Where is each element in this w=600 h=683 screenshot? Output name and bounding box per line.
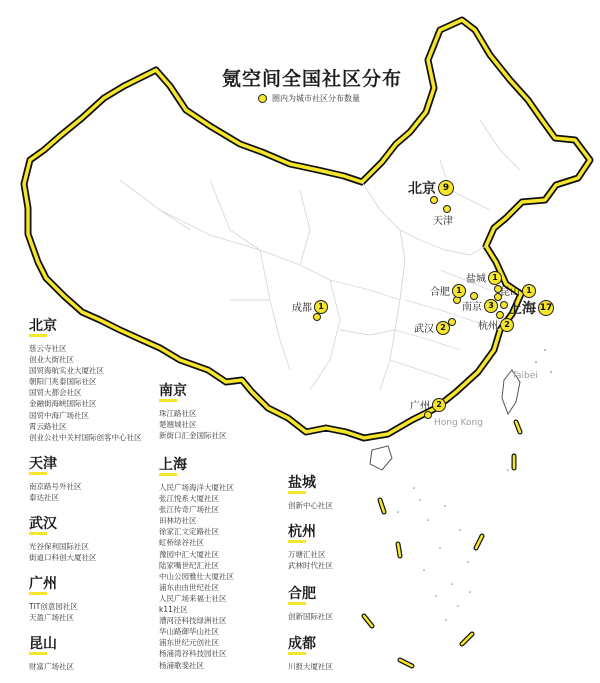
community-item: 新街口汇金国际社区 bbox=[159, 431, 227, 441]
city-label-hefei bbox=[430, 283, 466, 298]
count-badge: 2 bbox=[500, 318, 514, 332]
list-heading: 盐城 bbox=[288, 472, 316, 494]
community-item: 国贸大都会社区 bbox=[29, 388, 82, 398]
city-name: 武汉 bbox=[414, 324, 434, 335]
city-label-wuhan bbox=[414, 320, 450, 335]
city-name: 成都 bbox=[292, 303, 312, 314]
list-beijing bbox=[29, 315, 142, 443]
map-title: 氪空间全国社区分布 bbox=[222, 68, 403, 90]
community-item: TIT创意园社区 bbox=[29, 602, 78, 611]
list-hangzhou bbox=[288, 521, 333, 571]
marker-guangzhou bbox=[424, 411, 432, 419]
region-label-hongkong: Hong Kong bbox=[434, 418, 483, 428]
community-item: 创新国际社区 bbox=[288, 612, 333, 621]
city-label-yancheng bbox=[466, 270, 502, 285]
marker-shanghai bbox=[500, 301, 508, 309]
list-nanjing bbox=[159, 380, 227, 441]
community-item: 南京路号外社区 bbox=[29, 482, 82, 491]
community-list bbox=[288, 500, 333, 511]
list-tianjin bbox=[29, 453, 82, 503]
community-item: 创新中心社区 bbox=[288, 501, 333, 510]
city-name: 合肥 bbox=[430, 287, 450, 298]
community-item: k11社区 bbox=[159, 605, 188, 615]
community-list bbox=[29, 661, 74, 672]
community-list bbox=[159, 482, 234, 671]
community-item: 徐家汇文定路社区 bbox=[159, 527, 219, 537]
community-item: 朝阳门兆泰国际社区 bbox=[29, 377, 97, 387]
community-item: 霄云路社区 bbox=[29, 421, 67, 431]
list-heading: 上海 bbox=[159, 454, 187, 476]
community-list bbox=[159, 408, 227, 441]
list-heading: 北京 bbox=[29, 315, 57, 337]
community-item: 人民广场来福士社区 bbox=[159, 593, 227, 603]
city-name: 南京 bbox=[462, 302, 482, 313]
community-item: 慈云寺社区 bbox=[29, 344, 67, 353]
city-label-chengdu bbox=[292, 299, 328, 314]
community-item: 浦东由由世纪社区 bbox=[159, 582, 219, 592]
list-wuhan bbox=[29, 513, 97, 563]
community-item: 华山路御华山社区 bbox=[159, 627, 219, 637]
community-list bbox=[288, 549, 333, 571]
city-label-hangzhou bbox=[478, 317, 514, 332]
city-name: 盐城 bbox=[466, 274, 486, 285]
count-badge: 1 bbox=[314, 300, 328, 314]
city-name: 上海 bbox=[508, 301, 536, 317]
city-label-tianjin bbox=[433, 212, 453, 227]
list-heading: 天津 bbox=[29, 453, 57, 475]
community-item: 天盈广场社区 bbox=[29, 613, 74, 623]
list-guangzhou bbox=[29, 573, 78, 623]
community-list bbox=[29, 481, 82, 503]
city-label-kunshan bbox=[500, 283, 536, 298]
community-item: 创业公社中关村国际创客中心社区 bbox=[29, 432, 142, 442]
city-name: 广州 bbox=[410, 401, 430, 412]
legend-dot-icon bbox=[258, 94, 267, 103]
legend-text: 圈内为城市社区分布数量 bbox=[272, 94, 360, 103]
community-item: 国贸中海广场社区 bbox=[29, 410, 89, 420]
count-badge: 17 bbox=[538, 300, 554, 316]
community-item: 浦东世纪元创社区 bbox=[159, 638, 219, 648]
community-item: 街道口科创大厦社区 bbox=[29, 553, 97, 563]
count-badge: 2 bbox=[432, 398, 446, 412]
community-item: 豫园中汇大厦社区 bbox=[159, 549, 219, 559]
community-list bbox=[288, 661, 333, 672]
list-shanghai bbox=[159, 454, 234, 671]
count-badge: 1 bbox=[488, 271, 502, 285]
community-item: 田林坊社区 bbox=[159, 516, 197, 526]
community-item: 国贸海航实业大厦社区 bbox=[29, 366, 104, 376]
count-badge: 1 bbox=[452, 284, 466, 298]
list-heading: 成都 bbox=[288, 633, 316, 655]
region-label-taibei: Taibei bbox=[512, 371, 538, 381]
community-item: 张江悦系大厦社区 bbox=[159, 494, 219, 504]
city-name: 杭州 bbox=[478, 321, 498, 332]
city-name: 昆山 bbox=[500, 287, 520, 298]
count-badge: 1 bbox=[522, 284, 536, 298]
city-label-beijing bbox=[408, 178, 454, 198]
city-label-guangzhou bbox=[410, 397, 446, 412]
list-yancheng bbox=[288, 472, 333, 511]
list-kunshan bbox=[29, 633, 74, 672]
hainan-island bbox=[370, 446, 392, 470]
count-badge: 2 bbox=[436, 321, 450, 335]
community-item: 杨浦湾谷科技园社区 bbox=[159, 649, 227, 659]
city-name: 天津 bbox=[433, 216, 453, 227]
community-item: 光谷保利国际社区 bbox=[29, 542, 89, 551]
community-item: 金融街海峡国际社区 bbox=[29, 399, 97, 409]
community-item: 虹桥绿谷社区 bbox=[159, 538, 204, 548]
list-heading: 杭州 bbox=[288, 521, 316, 543]
community-item: 中山公园雅仕大厦社区 bbox=[159, 571, 234, 581]
community-item: 万塘汇社区 bbox=[288, 550, 326, 559]
count-badge: 9 bbox=[438, 180, 454, 196]
count-badge: 3 bbox=[484, 299, 498, 313]
list-hefei bbox=[288, 583, 333, 622]
list-chengdu bbox=[288, 633, 333, 672]
community-list bbox=[288, 611, 333, 622]
community-list bbox=[29, 541, 97, 563]
community-item: 漕河泾科技绿洲社区 bbox=[159, 616, 227, 626]
community-item: 楚翘城社区 bbox=[159, 420, 197, 430]
city-name: 北京 bbox=[408, 181, 436, 197]
city-label-shanghai bbox=[508, 298, 554, 318]
community-item: 杨浦歌斐社区 bbox=[159, 660, 204, 670]
community-item: 人民广场海洋大厦社区 bbox=[159, 483, 234, 492]
community-list bbox=[29, 343, 142, 443]
community-item: 武林时代社区 bbox=[288, 561, 333, 571]
community-item: 财富广场社区 bbox=[29, 662, 74, 671]
list-heading: 南京 bbox=[159, 380, 187, 402]
community-list bbox=[29, 601, 78, 623]
community-item: 张江传奇广场社区 bbox=[159, 505, 219, 515]
city-label-nanjing bbox=[462, 298, 498, 313]
list-heading: 广州 bbox=[29, 573, 57, 595]
list-heading: 武汉 bbox=[29, 513, 57, 535]
list-heading: 昆山 bbox=[29, 633, 57, 655]
community-item: 陆家嘴世纪汇社区 bbox=[159, 560, 219, 570]
community-item: 珠江路社区 bbox=[159, 409, 197, 418]
community-item: 泰达社区 bbox=[29, 493, 59, 503]
community-item: 创业大街社区 bbox=[29, 355, 74, 365]
map-legend bbox=[258, 93, 360, 104]
community-item: 川报大厦社区 bbox=[288, 662, 333, 671]
list-heading: 合肥 bbox=[288, 583, 316, 605]
marker-chengdu bbox=[313, 313, 321, 321]
